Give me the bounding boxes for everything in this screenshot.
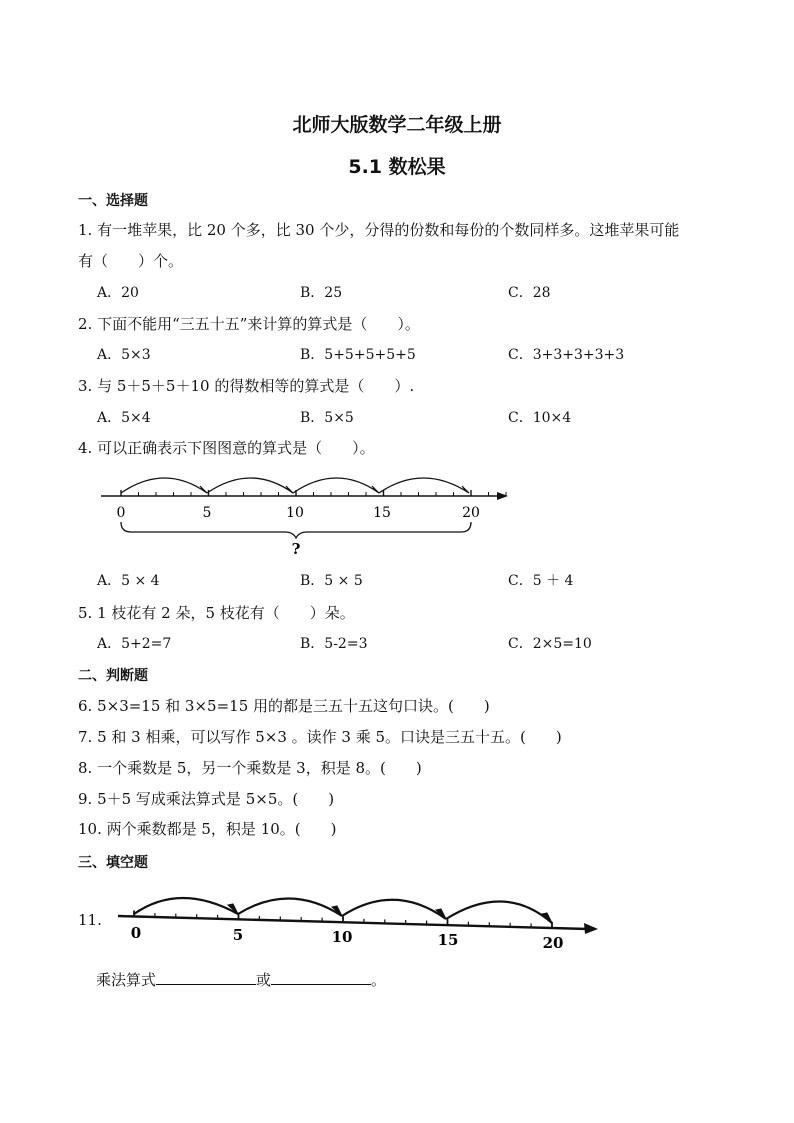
q5-option-a[interactable]: A．5+2=7 bbox=[97, 636, 172, 652]
q11-jump-arc-3 bbox=[342, 900, 446, 919]
q4-jump-arc-3 bbox=[293, 478, 379, 493]
q3-option-c[interactable]: C．10×4 bbox=[508, 410, 572, 426]
q11-label-15: 15 bbox=[437, 931, 459, 949]
q5-option-b[interactable]: B．5-2=3 bbox=[300, 636, 368, 652]
q4-number-line-ticks bbox=[121, 490, 506, 496]
q11-answer-or: 或 bbox=[256, 971, 272, 989]
question-4: 4. 可以正确表示下图图意的算式是（ ）。 bbox=[78, 439, 375, 457]
q11-label-10: 10 bbox=[331, 928, 353, 946]
q2-option-a[interactable]: A．5×3 bbox=[97, 347, 151, 363]
question-6: 6. 5×3=15 和 3×5=15 用的都是三五十五这句口诀。( ) bbox=[78, 697, 490, 715]
q4-number-line-figure bbox=[95, 466, 515, 561]
q11-answer-end: 。 bbox=[371, 971, 387, 989]
section-judge: 二、判断题 bbox=[78, 668, 148, 684]
q11-label-5: 5 bbox=[232, 926, 244, 944]
q4-jump-arc-2 bbox=[207, 478, 293, 493]
q11-answer-prefix: 乘法算式 bbox=[96, 971, 157, 989]
question-10: 10. 两个乘数都是 5，积是 10。( ) bbox=[78, 820, 337, 838]
q11-jump-arc-4 bbox=[446, 901, 552, 923]
q4-jump-arc-1 bbox=[121, 478, 207, 493]
q11-label-0: 0 bbox=[130, 924, 142, 942]
q11-blank-1[interactable] bbox=[156, 970, 256, 985]
q11-answer-line bbox=[96, 970, 386, 990]
page-title: 北师大版数学二年级上册 bbox=[292, 114, 502, 136]
q2-option-b[interactable]: B．5+5+5+5+5 bbox=[300, 347, 416, 363]
q4-label-0: 0 bbox=[116, 505, 126, 521]
question-7: 7. 5 和 3 相乘，可以写作 5×3 。读作 3 乘 5。口诀是三五十五。( ) bbox=[78, 728, 562, 746]
section-choice: 一、选择题 bbox=[78, 193, 148, 209]
q11-number-line-axis bbox=[118, 916, 588, 929]
q11-jump-arc-2 bbox=[238, 898, 342, 916]
q4-option-b[interactable]: B．5 × 5 bbox=[300, 573, 363, 589]
q11-arrow-tip-4 bbox=[542, 913, 552, 923]
q4-question-mark: ? bbox=[291, 540, 301, 558]
q1-option-b[interactable]: B．25 bbox=[300, 285, 343, 301]
question-9: 9. 5＋5 写成乘法算式是 5×5。( ) bbox=[78, 790, 335, 808]
question-8: 8. 一个乘数是 5，另一个乘数是 3，积是 8。( ) bbox=[78, 759, 422, 777]
question-5: 5. 1 枝花有 2 朵，5 枝花有（ ）朵。 bbox=[78, 604, 355, 622]
q4-option-a[interactable]: A．5 × 4 bbox=[97, 573, 160, 589]
q4-curly-brace bbox=[121, 522, 471, 538]
q11-label-20: 20 bbox=[542, 934, 564, 952]
question-11-number: 11. bbox=[78, 911, 102, 929]
q4-label-10: 10 bbox=[286, 505, 304, 521]
question-1-line-2: 有（ ）个。 bbox=[78, 252, 184, 270]
question-3: 3. 与 5＋5＋5＋10 的得数相等的算式是（ ）. bbox=[78, 377, 415, 395]
q11-jump-arc-1 bbox=[134, 898, 238, 914]
q11-axis-arrowhead bbox=[584, 923, 598, 934]
question-1-line-1: 1. 有一堆苹果，比 20 个多，比 30 个少，分得的份数和每份的个数同样多。这堆苹果可能 bbox=[78, 221, 680, 239]
q5-option-c[interactable]: C．2×5=10 bbox=[508, 636, 592, 652]
q4-jump-arc-4 bbox=[379, 478, 469, 493]
q4-label-5: 5 bbox=[202, 505, 212, 521]
q3-option-a[interactable]: A．5×4 bbox=[97, 410, 151, 426]
q4-label-15: 15 bbox=[373, 505, 391, 521]
q1-option-c[interactable]: C．28 bbox=[508, 285, 551, 301]
page-subtitle: 5.1 数松果 bbox=[348, 156, 446, 178]
q1-option-a[interactable]: A．20 bbox=[97, 285, 139, 301]
q4-label-20: 20 bbox=[462, 505, 480, 521]
question-2: 2. 下面不能用“三五十五”来计算的算式是（ ）。 bbox=[78, 315, 420, 333]
q4-option-c[interactable]: C．5 ＋ 4 bbox=[508, 573, 574, 589]
q3-option-b[interactable]: B．5×5 bbox=[300, 410, 354, 426]
q11-number-line-figure bbox=[110, 876, 600, 956]
q11-blank-2[interactable] bbox=[271, 970, 371, 985]
q2-option-c[interactable]: C．3+3+3+3+3 bbox=[508, 347, 625, 363]
section-fill: 三、填空题 bbox=[78, 855, 148, 871]
